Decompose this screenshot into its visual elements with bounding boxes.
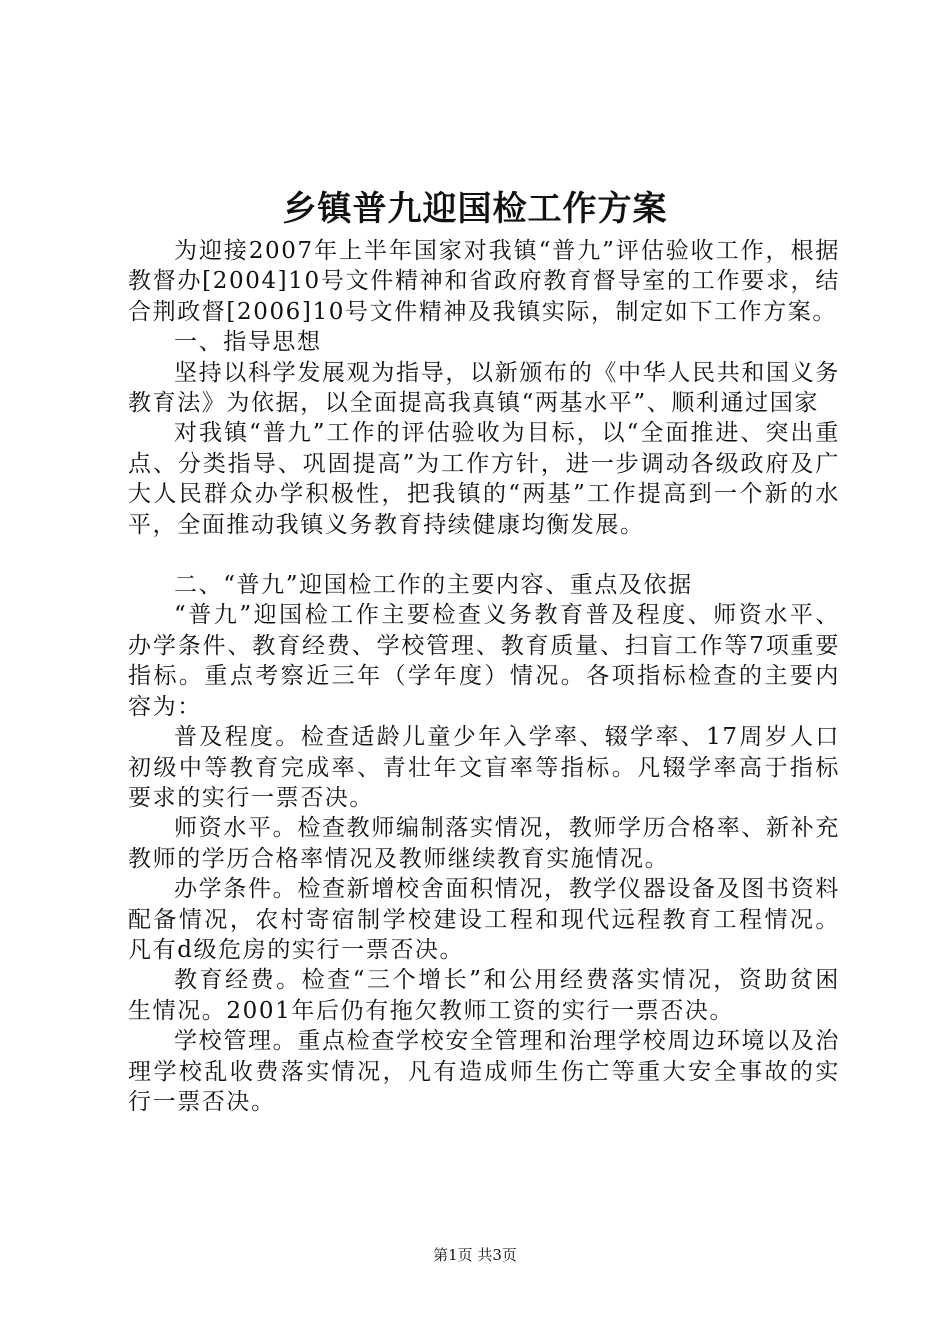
main-content-paragraph: “普九”迎国检工作主要检查义务教育普及程度、师资水平、办学条件、教育经费、学校管理、教育质量、扫盲工作等7项重要指标。重点考察近三年（学年度）情况。各项指标检查的主要内容为： — [128, 602, 840, 720]
guiding-thought-paragraph: 坚持以科学发展观为指导，以新颁布的《中华人民共和国义务教育法》为依据，以全面提高我真镇“两基水平”、顺利通过国家 — [128, 359, 840, 417]
education-funds-paragraph: 教育经费。检查“三个增长”和公用经费落实情况，资助贫困生情况。2001年后仍有拖欠教师工资的实行一票否决。 — [128, 967, 840, 1024]
document-body — [128, 236, 840, 1117]
school-conditions-paragraph: 办学条件。检查新增校舍面积情况，教学仪器设备及图书资料配备情况，农村寄宿制学校建设工程和现代远程教育工程情况。凡有d级危房的实行一票否决。 — [128, 876, 840, 963]
goal-paragraph: 对我镇“普九”工作的评估验收为目标，以“全面推进、突出重点、分类指导、巩固提高”为工作方针，进一步调动各级政府及广大人民群众办学积极性，把我镇的“两基”工作提高到一个新的水平，全面推动我镇义务教育持续健康均衡发展。 — [128, 420, 840, 538]
popularization-paragraph: 普及程度。检查适龄儿童少年入学率、辍学率、17周岁人口初级中等教育完成率、青壮年文盲率等指标。凡辍学率高于指标要求的实行一票否决。 — [128, 724, 840, 811]
teacher-level-paragraph: 师资水平。检查教师编制落实情况，教师学历合格率、新补充教师的学历合格率情况及教师继续教育实施情况。 — [128, 815, 840, 872]
section-heading-guiding-thought: 一、指导思想 — [174, 329, 322, 356]
document-title: 乡镇普九迎国检工作方案 — [282, 189, 668, 229]
section-heading-main-content: 二、“普九”迎国检工作的主要内容、重点及依据 — [174, 572, 693, 599]
page-footer: 第1页 共3页 — [433, 1246, 517, 1264]
school-management-paragraph: 学校管理。重点检查学校安全管理和治理学校周边环境以及治理学校乱收费落实情况，凡有造成师生伤亡等重大安全事故的实行一票否决。 — [128, 1028, 840, 1115]
intro-paragraph: 为迎接2007年上半年国家对我镇“普九”评估验收工作，根据教督办[2004]10号文件精神和省政府教育督导室的工作要求，结合荆政督[2006]10号文件精神及我镇实际，制定如下工作方案。 — [128, 238, 840, 325]
